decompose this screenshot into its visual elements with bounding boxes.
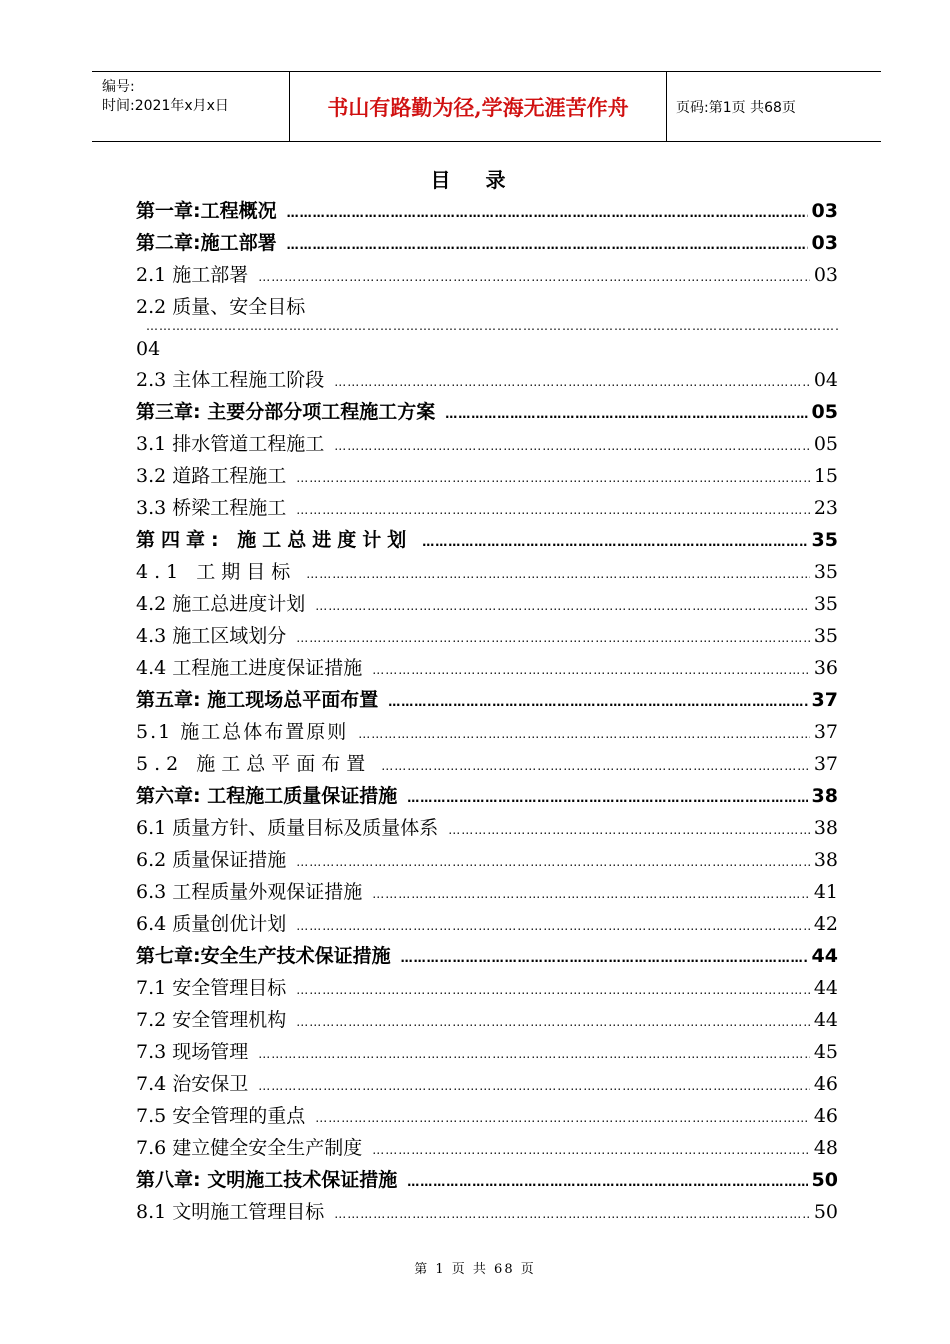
toc-entry[interactable] — [136, 461, 838, 493]
toc-entry-page: 23 — [813, 497, 838, 519]
toc-entry[interactable] — [136, 685, 838, 717]
header-number-label: 编号: — [102, 79, 135, 95]
toc-entry[interactable] — [136, 493, 838, 525]
toc-entry[interactable] — [136, 973, 838, 1005]
header-motto: 书山有路勤为径,学海无涯苦作舟 — [327, 94, 629, 120]
leader-dots — [296, 631, 810, 645]
toc-title: 目 录 — [430, 168, 520, 192]
toc-entry[interactable] — [136, 749, 838, 781]
toc-entry-page: 38 — [811, 785, 838, 807]
toc-entry-label: 2.1 施工部署 — [136, 264, 249, 286]
toc-entry-label: 2.3 主体工程施工阶段 — [136, 369, 325, 391]
leader-dots — [372, 1143, 810, 1157]
toc-entry-label: 6.2 质量保证措施 — [136, 849, 287, 871]
leader-dots — [296, 983, 810, 997]
table-of-contents — [136, 196, 838, 1229]
toc-entry-label: 第三章: 主要分部分项工程施工方案 — [136, 401, 436, 423]
leader-dots — [258, 1079, 810, 1093]
toc-entry-page: 05 — [811, 401, 838, 423]
toc-entry-label: 第八章: 文明施工技术保证措施 — [136, 1169, 398, 1191]
toc-entry-label: 第一章:工程概况 — [136, 200, 277, 222]
toc-entry[interactable] — [136, 909, 838, 941]
toc-entry-page: 38 — [813, 817, 838, 839]
toc-entry-label: 7.3 现场管理 — [136, 1041, 249, 1063]
toc-entry-page: 46 — [813, 1073, 838, 1095]
toc-entry-label: 7.2 安全管理机构 — [136, 1009, 287, 1031]
toc-entry-page: 48 — [813, 1137, 838, 1159]
toc-entry-page: 03 — [811, 232, 838, 254]
toc-entry[interactable] — [136, 228, 838, 260]
leader-dots — [445, 407, 807, 421]
toc-entry[interactable] — [136, 653, 838, 685]
leader-dots — [296, 471, 810, 485]
toc-entry-label: 2.2 质量、安全目标 — [136, 296, 306, 318]
toc-entry-page: 03 — [813, 264, 838, 286]
toc-entry-label: 7.4 治安保卫 — [136, 1073, 249, 1095]
toc-entry-page: 05 — [813, 433, 838, 455]
toc-entry-label: 7.1 安全管理目标 — [136, 977, 287, 999]
toc-entry-label: 6.4 质量创优计划 — [136, 913, 287, 935]
toc-entry-page: 04 — [813, 369, 838, 391]
leader-dots — [315, 1111, 810, 1125]
toc-entry[interactable] — [136, 429, 838, 461]
leader-dots — [296, 503, 810, 517]
toc-entry-label: 3.3 桥梁工程施工 — [136, 497, 287, 519]
leader-dots — [296, 855, 810, 869]
toc-entry[interactable] — [136, 621, 838, 653]
toc-entry-page: 35 — [813, 561, 838, 583]
leader-dots — [296, 1015, 810, 1029]
toc-entry[interactable] — [136, 397, 838, 429]
toc-entry-label: 4.4 工程施工进度保证措施 — [136, 657, 363, 679]
toc-entry[interactable] — [136, 1069, 838, 1101]
toc-entry[interactable] — [136, 1005, 838, 1037]
toc-entry-page: 41 — [813, 881, 838, 903]
toc-entry-page: 50 — [813, 1201, 838, 1223]
toc-entry-label: 5.2 施工总平面布置 — [136, 753, 372, 775]
leader-dots — [315, 599, 810, 613]
leader-dots — [306, 567, 810, 581]
toc-entry[interactable] — [136, 260, 838, 292]
toc-entry-label: 第五章: 施工现场总平面布置 — [136, 689, 379, 711]
toc-entry[interactable] — [136, 365, 838, 397]
toc-entry-page: 44 — [813, 977, 838, 999]
leader-dots — [372, 663, 810, 677]
toc-entry-label: 5.1 施工总体布置原则 — [136, 721, 349, 743]
toc-entry[interactable] — [136, 941, 838, 973]
toc-entry-page: 35 — [813, 593, 838, 615]
leader-dots — [407, 1175, 807, 1189]
toc-entry-page: 15 — [813, 465, 838, 487]
leader-dots — [258, 270, 810, 284]
header-page-info: 页码:第1页 共68页 — [676, 100, 796, 116]
leader-dots — [401, 951, 808, 965]
toc-entry[interactable] — [136, 196, 838, 228]
toc-entry-label: 7.6 建立健全安全生产制度 — [136, 1137, 363, 1159]
toc-entry-page: 42 — [813, 913, 838, 935]
toc-entry-page: 44 — [811, 945, 838, 967]
page-footer: 第 1 页 共 68 页 — [414, 1262, 536, 1277]
toc-entry[interactable] — [136, 1101, 838, 1133]
leader-dots — [358, 727, 810, 741]
leader-dots — [407, 791, 807, 805]
leader-dots — [448, 823, 810, 837]
leader-dots — [287, 206, 808, 220]
toc-entry-label: 第六章: 工程施工质量保证措施 — [136, 785, 398, 807]
toc-entry-label: 第七章:安全生产技术保证措施 — [136, 945, 391, 967]
toc-entry-page: 37 — [813, 753, 838, 775]
header-divider — [666, 72, 667, 141]
toc-entry-label: 8.1 文明施工管理目标 — [136, 1201, 325, 1223]
leader-dots — [334, 375, 810, 389]
toc-entry-page: 38 — [813, 849, 838, 871]
leader-dots — [334, 1207, 810, 1221]
toc-entry[interactable] — [136, 525, 838, 557]
toc-entry-page: 36 — [813, 657, 838, 679]
leader-dots — [258, 1047, 810, 1061]
leader-dots — [372, 887, 810, 901]
toc-entry-page: 03 — [811, 200, 838, 222]
toc-entry[interactable] — [136, 557, 838, 589]
toc-entry[interactable] — [136, 877, 838, 909]
toc-entry-page: 46 — [813, 1105, 838, 1127]
toc-entry-label: 7.5 安全管理的重点 — [136, 1105, 306, 1127]
toc-entry[interactable] — [136, 589, 838, 621]
toc-entry[interactable] — [136, 292, 838, 365]
leader-dots — [381, 759, 810, 773]
toc-entry[interactable] — [136, 1133, 838, 1165]
toc-entry-label: 6.1 质量方针、质量目标及质量体系 — [136, 817, 439, 839]
toc-entry-label: 3.2 道路工程施工 — [136, 465, 287, 487]
toc-entry-page: 35 — [811, 529, 838, 551]
header-date: 时间:2021年x月x日 — [102, 98, 229, 114]
toc-entry-page: 45 — [813, 1041, 838, 1063]
toc-entry-page: 37 — [813, 721, 838, 743]
toc-entry[interactable] — [136, 1197, 838, 1229]
toc-entry[interactable] — [136, 813, 838, 845]
toc-entry[interactable] — [136, 781, 838, 813]
leader-dots — [296, 919, 810, 933]
toc-entry[interactable] — [136, 845, 838, 877]
leader-dots — [287, 238, 808, 252]
toc-entry-label: 4.1 工期目标 — [136, 561, 297, 583]
toc-entry-page: 44 — [813, 1009, 838, 1031]
toc-entry-page: 37 — [811, 689, 838, 711]
header-meta — [102, 78, 229, 116]
toc-entry-page: 04 — [136, 338, 161, 360]
page-header — [92, 71, 881, 142]
toc-entry-label: 第二章:施工部署 — [136, 232, 277, 254]
leader-dots — [334, 439, 810, 453]
leader-dots — [388, 695, 807, 709]
toc-entry-label: 4.3 施工区域划分 — [136, 625, 287, 647]
toc-entry-page: 50 — [811, 1169, 838, 1191]
toc-entry-label: 第四章: 施工总进度计划 — [136, 529, 413, 551]
toc-entry[interactable] — [136, 717, 838, 749]
leader-dots — [146, 319, 838, 333]
toc-entry-page: 35 — [813, 625, 838, 647]
toc-entry-label: 4.2 施工总进度计划 — [136, 593, 306, 615]
toc-entry-label: 6.3 工程质量外观保证措施 — [136, 881, 363, 903]
toc-entry[interactable] — [136, 1037, 838, 1069]
toc-entry[interactable] — [136, 1165, 838, 1197]
leader-dots — [422, 535, 807, 549]
toc-entry-label: 3.1 排水管道工程施工 — [136, 433, 325, 455]
